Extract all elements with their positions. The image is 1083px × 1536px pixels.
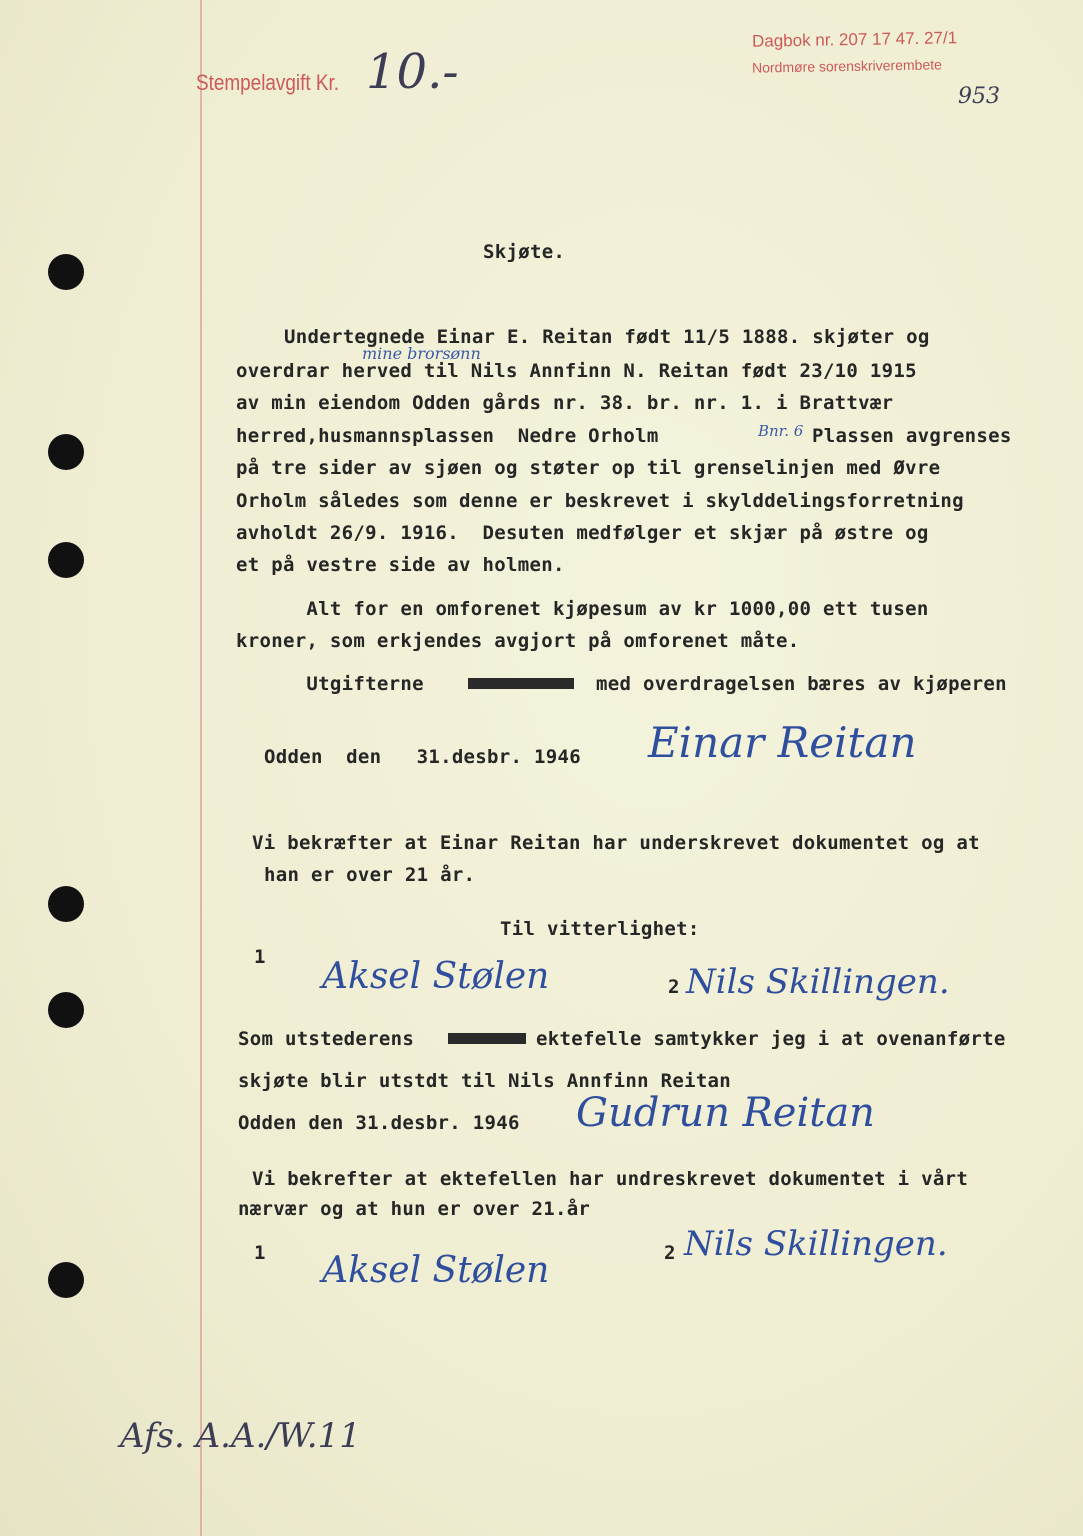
- witness2-signature-1: Aksel Stølen: [322, 1250, 550, 1291]
- spouse-suffix: ektefelle samtykker jeg i at ovenanførte: [536, 1028, 1006, 1050]
- place-date-2: Odden den 31.desbr. 1946: [238, 1112, 520, 1134]
- confirm2-line-2: nærvær og at hun er over 21.år: [238, 1198, 591, 1220]
- costs-prefix: Utgifterne: [236, 673, 424, 695]
- price-line-2: kroner, som erkjendes avgjort på omforenet måte.: [236, 630, 800, 652]
- punch-hole-2: [48, 434, 84, 470]
- bnr-note: Bnr. 6: [758, 422, 804, 440]
- bottom-note: Afs. A.A./W.11: [120, 1416, 361, 1456]
- witness-signature-1: Aksel Stølen: [322, 956, 550, 997]
- body-line-3: av min eiendom Odden gårds nr. 38. br. nr. 1. i Brattvær: [236, 392, 894, 414]
- struck-out-text: [468, 678, 574, 689]
- witness2-number-2: 2: [664, 1242, 676, 1264]
- interline-note: mine brorsønn: [362, 344, 481, 363]
- body-line-6: Orholm således som denne er beskrevet i skylddelingsforretning: [236, 490, 964, 512]
- punch-hole-6: [48, 1262, 84, 1298]
- body-line-2: overdrar herved til Nils Annfinn N. Reitan født 23/10 1915: [236, 360, 917, 382]
- signature-gudrun-reitan: Gudrun Reitan: [576, 1090, 875, 1136]
- witness-signature-2: Nils Skillingen.: [686, 962, 950, 1002]
- witness2-signature-2: Nils Skillingen.: [684, 1224, 948, 1264]
- struck-out-text-2: [448, 1033, 526, 1044]
- costs-suffix: med overdragelsen bæres av kjøperen: [596, 673, 1007, 695]
- price-line-1: Alt for en omforenet kjøpesum av kr 1000,00 ett tusen: [236, 598, 929, 620]
- journal-stamp: Dagbok nr. 207 17 47. 27/1: [751, 28, 958, 51]
- document-title: Skjøte.: [483, 241, 566, 263]
- body-line-4-tail: Plassen avgrenses: [812, 425, 1012, 447]
- punch-hole-3: [48, 542, 84, 578]
- body-line-7: avholdt 26/9. 1916. Desuten medfølger et skjær på østre og: [236, 522, 929, 544]
- punch-hole-1: [48, 254, 84, 290]
- witness2-number-1: 1: [254, 1242, 266, 1264]
- confirm-line-1: Vi bekræfter at Einar Reitan har underskrevet dokumentet og at: [252, 832, 980, 854]
- witness-heading: Til vitterlighet:: [500, 918, 700, 940]
- body-line-8: et på vestre side av holmen.: [236, 554, 565, 576]
- signature-einar-reitan: Einar Reitan: [648, 718, 917, 767]
- witness-number-2: 2: [668, 976, 680, 998]
- spouse-prefix: Som utstederens: [238, 1028, 415, 1050]
- margin-rule: [200, 0, 202, 1536]
- spouse-line-2: skjøte blir utstdt til Nils Annfinn Reitan: [238, 1070, 732, 1092]
- punch-hole-5: [48, 992, 84, 1028]
- confirm2-line-1: Vi bekrefter at ektefellen har undreskrevet dokumentet i vårt: [252, 1168, 969, 1190]
- body-line-5: på tre sider av sjøen og støter op til grenselinjen med Øvre: [236, 457, 941, 479]
- fee-stamp-label: Stempelavgift Kr.: [196, 70, 340, 95]
- confirm-line-2: han er over 21 år.: [264, 864, 476, 886]
- fee-amount: 10.-: [366, 44, 459, 100]
- witness-number-1: 1: [254, 946, 266, 968]
- office-stamp: Nordmøre sorenskriverembete: [751, 56, 942, 76]
- punch-hole-4: [48, 886, 84, 922]
- page-number: 953: [958, 84, 1000, 109]
- body-line-1: Undertegnede Einar E. Reitan født 11/5 1888. skjøter og: [284, 326, 930, 348]
- place-date-1: Odden den 31.desbr. 1946: [264, 746, 581, 768]
- body-line-4: herred,husmannsplassen Nedre Orholm: [236, 425, 659, 447]
